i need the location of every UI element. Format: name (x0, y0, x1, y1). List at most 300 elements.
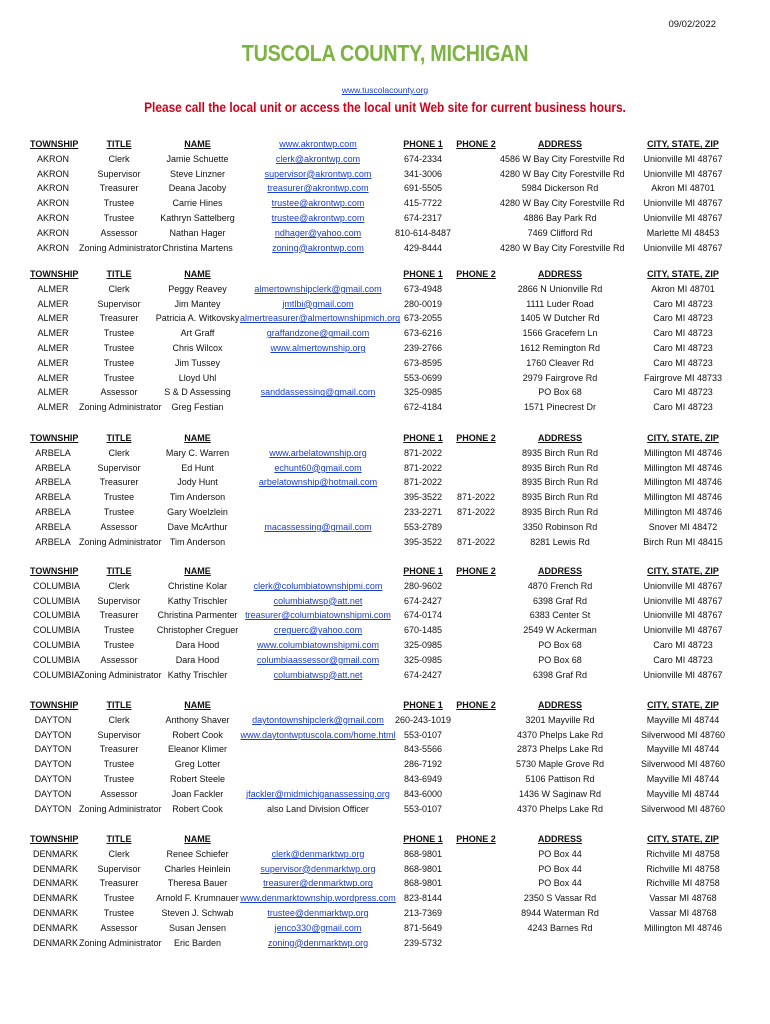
email-link[interactable]: columbiatwsp@att.net (273, 595, 363, 606)
email-link[interactable]: macassessing@gmail.com (264, 521, 372, 532)
address-cell: 1760 Cleaver Rd (526, 357, 594, 368)
address-cell: PO Box 68 (538, 640, 582, 650)
phone1-cell: 233-2271 (403, 507, 443, 517)
city-state-zip-cell: Akron MI 48701 (651, 283, 715, 294)
title-cell: Zoning Administrator (79, 669, 162, 680)
phone1-cell: 868-9801 (403, 863, 443, 874)
phone1-cell: 843-6949 (403, 774, 443, 784)
email-link[interactable]: almertownshipclerk@gmail.com (254, 283, 382, 294)
header-title: TITLE (106, 139, 132, 149)
email-link[interactable]: daytontownshipclerk@gmail.com (252, 714, 384, 725)
address-cell: 1571 Pinecrest Dr (523, 402, 597, 413)
title-cell: Trustee (103, 213, 135, 223)
title-cell: Trustee (103, 625, 135, 636)
email-link[interactable]: sanddassessing@gmail.com (260, 387, 376, 398)
email-link[interactable]: jmtlbi@gmail.com (282, 298, 354, 309)
title-cell: Clerk (108, 153, 130, 164)
name-cell: Gary Woelzlein (167, 507, 228, 517)
header-city-state-zip: CITY, STATE, ZIP (647, 700, 719, 710)
title-cell: Clerk (108, 714, 130, 725)
title-cell: Assessor (100, 227, 138, 238)
name-cell: Nathan Hager (169, 227, 226, 238)
email-link[interactable]: zoning@denmarktwp.org (267, 937, 369, 948)
township-cell: ALMER (37, 283, 69, 294)
name-cell: Dave McArthur (167, 521, 228, 532)
name-cell: Jim Tussey (174, 357, 220, 368)
header-city-state-zip: CITY, STATE, ZIP (647, 269, 719, 279)
header-township: TOWNSHIP (30, 566, 79, 576)
phone1-cell: 429-8444 (403, 242, 443, 253)
phone1-cell: 670-1485 (403, 625, 443, 636)
email-link[interactable]: clerk@columbiatownshipmi.com (253, 580, 383, 591)
address-cell: 1566 Gracefern Ln (522, 328, 598, 339)
table-row (0, 579, 770, 594)
phone2-cell: 871-2022 (456, 507, 496, 517)
table-row (0, 211, 770, 226)
city-state-zip-cell: Caro MI 48723 (653, 328, 713, 339)
township-cell: DAYTON (34, 744, 72, 755)
township-cell: DAYTON (34, 714, 72, 725)
header-address: ADDRESS (537, 139, 582, 149)
city-state-zip-cell: Unionville MI 48767 (643, 625, 723, 636)
name-cell: Kathy Trischler (167, 595, 228, 606)
table-row (0, 196, 770, 211)
township-cell: ARBELA (35, 462, 71, 473)
phone1-cell: 673-6216 (403, 328, 443, 339)
table-row (0, 181, 770, 196)
phone1-cell: 260-243-1019 (395, 714, 452, 725)
title-cell: Supervisor (97, 595, 141, 606)
title-cell: Trustee (103, 507, 135, 517)
phone1-cell: 239-2766 (403, 343, 443, 353)
township-cell: ARBELA (35, 477, 71, 488)
city-state-zip-cell: Unionville MI 48767 (643, 595, 723, 606)
email-link[interactable]: www.columbiatownshipmi.com (256, 640, 380, 650)
township-cell: ARBELA (35, 521, 71, 532)
title-cell: Zoning Administrator (79, 402, 162, 413)
township-cell: ALMER (37, 402, 69, 413)
address-cell: 1436 W Saginaw Rd (518, 788, 602, 799)
table-row (0, 297, 770, 312)
name-cell: Christina Parmenter (157, 610, 238, 621)
title-cell: Trustee (103, 343, 135, 353)
phone1-cell: 674-2334 (403, 153, 443, 164)
address-cell: 4870 French Rd (527, 580, 593, 591)
header-name: NAME (184, 269, 211, 279)
header-phone2: PHONE 2 (456, 700, 496, 710)
title-cell: Assessor (100, 521, 138, 532)
phone1-cell: 325-0985 (403, 654, 443, 665)
name-cell: Art Graff (180, 328, 215, 339)
email-link[interactable]: arbelatownship@hotmail.com (258, 477, 378, 488)
email-link[interactable]: zoning@akrontwp.com (272, 242, 364, 253)
city-state-zip-cell: Unionville MI 48767 (643, 580, 723, 591)
name-cell: Kathryn Sattelberg (160, 213, 235, 223)
phone1-cell: 674-2317 (403, 213, 443, 223)
city-state-zip-cell: Millington MI 48746 (643, 922, 723, 933)
county-website-link[interactable]: www.tuscolacounty.org (341, 85, 429, 95)
city-state-zip-cell: Mayville MI 48744 (646, 744, 720, 755)
township-cell: COLUMBIA (33, 595, 81, 606)
city-state-zip-cell: Unionville MI 48767 (643, 669, 723, 680)
header-phone1: PHONE 1 (403, 700, 443, 710)
city-state-zip-cell: Unionville MI 48767 (643, 198, 723, 209)
city-state-zip-cell: Silverwood MI 48760 (640, 729, 726, 740)
township-cell: ARBELA (35, 447, 71, 458)
city-state-zip-cell: Millington MI 48746 (643, 492, 723, 503)
address-cell: 5106 Pattison Rd (525, 774, 595, 784)
table-row (0, 326, 770, 341)
name-cell: Chris Wilcox (172, 343, 223, 353)
email-link[interactable]: clerk@denmarktwp.org (271, 848, 365, 859)
name-cell: Greg Lotter (174, 759, 221, 770)
name-cell: Tim Anderson (169, 536, 226, 547)
header-name: NAME (184, 433, 211, 443)
name-cell: Kathy Trischler (167, 669, 228, 680)
table-row (0, 787, 770, 802)
title-cell: Assessor (100, 654, 138, 665)
table-row (0, 446, 770, 461)
header-phone1: PHONE 1 (403, 269, 443, 279)
city-state-zip-cell: Silverwood MI 48760 (640, 759, 726, 770)
address-cell: 2866 N Unionville Rd (517, 283, 603, 294)
name-cell: Dara Hood (175, 640, 220, 650)
table-row (0, 385, 770, 400)
name-cell: Joan Fackler (171, 788, 224, 799)
table-row (0, 490, 770, 505)
phone1-cell: 843-6000 (403, 788, 443, 799)
phone1-cell: 871-5649 (403, 922, 443, 933)
phone1-cell: 691-5505 (403, 183, 443, 194)
title-cell: Treasurer (99, 183, 139, 194)
city-state-zip-cell: Caro MI 48723 (653, 402, 713, 413)
city-state-zip-cell: Caro MI 48723 (653, 313, 713, 324)
header-phone2: PHONE 2 (456, 433, 496, 443)
table-row (0, 638, 770, 653)
township-cell: ALMER (37, 372, 69, 383)
email-link[interactable]: ndhager@yahoo.com (274, 227, 362, 238)
township-cell: AKRON (36, 153, 69, 164)
city-state-zip-cell: Unionville MI 48767 (643, 153, 723, 164)
table-row (0, 241, 770, 256)
table-row (0, 594, 770, 609)
table-row (0, 341, 770, 356)
email-link[interactable]: creguerc@yahoo.com (273, 625, 363, 636)
email-link[interactable]: jfackler@midmichiganassessing.org (246, 788, 390, 799)
township-cell: DAYTON (34, 788, 72, 799)
email-link[interactable]: graffandzone@gmail.com (266, 328, 370, 339)
header-city-state-zip: CITY, STATE, ZIP (647, 834, 719, 844)
township-cell: ALMER (37, 357, 69, 368)
table-row (0, 311, 770, 326)
city-state-zip-cell: Caro MI 48723 (653, 357, 713, 368)
city-state-zip-cell: Caro MI 48723 (653, 640, 713, 650)
name-cell: Dara Hood (175, 654, 220, 665)
page-title: TUSCOLA COUNTY, MICHIGAN (241, 40, 529, 66)
address-cell: 4370 Phelps Lake Rd (516, 803, 604, 814)
email-link[interactable]: treasurer@denmarktwp.org (263, 878, 373, 889)
township-cell: COLUMBIA (33, 580, 81, 591)
table-row (0, 371, 770, 386)
address-cell: 3201 Mayville Rd (525, 714, 595, 725)
name-cell: Lloyd Uhl (178, 372, 217, 383)
city-state-zip-cell: Richville MI 48758 (646, 878, 720, 889)
header-township: TOWNSHIP (30, 700, 79, 710)
table-row (0, 475, 770, 490)
name-cell: Robert Cook (172, 803, 223, 814)
table-row (0, 520, 770, 535)
email-link[interactable]: www.almertownship.org (270, 343, 366, 353)
address-cell: 4886 Bay Park Rd (523, 213, 597, 223)
township-cell: COLUMBIA (33, 625, 81, 636)
address-cell: 8935 Birch Run Rd (521, 462, 599, 473)
township-cell: DENMARK (33, 848, 79, 859)
title-cell: Assessor (100, 788, 138, 799)
township-cell: ARBELA (35, 536, 71, 547)
table-row (0, 535, 770, 550)
name-cell: Charles Heinlein (164, 863, 231, 874)
address-cell: 4280 W Bay City Forestville Rd (500, 198, 625, 209)
email-link[interactable]: jenco330@gmail.com (274, 922, 362, 933)
email-link[interactable]: www.arbelatownship.org (269, 447, 367, 458)
phone1-cell: 325-0985 (403, 387, 443, 398)
table-row (0, 356, 770, 371)
township-cell: ALMER (37, 343, 69, 353)
name-cell: Ed Hunt (181, 462, 214, 473)
email-link[interactable]: www.denmarktownship.wordpress.com (240, 893, 396, 904)
email-link[interactable]: trustee@akrontwp.com (271, 198, 365, 209)
name-cell: Theresa Bauer (167, 878, 228, 889)
header-phone1: PHONE 1 (403, 566, 443, 576)
section-header-row (0, 564, 770, 579)
phone1-cell: 810-614-8487 (395, 227, 452, 238)
name-cell: Robert Cook (172, 729, 223, 740)
township-cell: AKRON (36, 168, 69, 179)
title-cell: Clerk (108, 580, 130, 591)
title-cell: Treasurer (99, 313, 139, 324)
phone1-cell: 674-0174 (403, 610, 443, 621)
address-cell: 6398 Graf Rd (532, 669, 588, 680)
header-name: NAME (184, 834, 211, 844)
name-cell: Renee Schiefer (166, 848, 229, 859)
city-state-zip-cell: Unionville MI 48767 (643, 168, 723, 179)
email-link[interactable]: clerk@akrontwp.com (275, 153, 361, 164)
phone1-cell: 868-9801 (403, 878, 443, 889)
phone1-cell: 286-7192 (403, 759, 443, 770)
city-state-zip-cell: Caro MI 48723 (653, 343, 713, 353)
name-cell: Jamie Schuette (166, 153, 229, 164)
name-cell: Deana Jacoby (168, 183, 227, 194)
email-link[interactable]: treasurer@columbiatownshipmi.com (245, 610, 391, 621)
header-phone2: PHONE 2 (456, 139, 496, 149)
table-row (0, 891, 770, 906)
table-row (0, 906, 770, 921)
address-cell: 4586 W Bay City Forestville Rd (500, 153, 625, 164)
title-cell: Trustee (103, 198, 135, 209)
title-cell: Treasurer (99, 610, 139, 621)
title-cell: Supervisor (97, 863, 141, 874)
phone1-cell: 672-4184 (403, 402, 443, 413)
name-cell: Greg Festian (171, 402, 224, 413)
table-row (0, 742, 770, 757)
city-state-zip-cell: Snover MI 48472 (648, 521, 718, 532)
phone1-cell: 871-2022 (403, 447, 443, 458)
township-website-link[interactable]: www.akrontwp.com (279, 139, 357, 149)
address-cell: 2549 W Ackerman (523, 625, 597, 636)
table-row (0, 400, 770, 415)
title-cell: Zoning Administrator (79, 803, 162, 814)
phone1-cell: 674-2427 (403, 669, 443, 680)
city-state-zip-cell: Unionville MI 48767 (643, 213, 723, 223)
header-name: NAME (184, 566, 211, 576)
email-link[interactable]: supervisor@akrontwp.com (264, 168, 372, 179)
name-cell: Eric Barden (173, 937, 222, 948)
address-cell: 8281 Lewis Rd (530, 536, 590, 547)
title-cell: Supervisor (97, 729, 141, 740)
email-link[interactable]: almertreasurer@almertownshipmich.org (240, 313, 401, 324)
township-cell: ARBELA (35, 507, 71, 517)
name-cell: Patricia A. Witkovsky (155, 313, 240, 324)
header-phone1: PHONE 1 (403, 433, 443, 443)
address-cell: PO Box 44 (538, 863, 582, 874)
phone1-cell: 674-2427 (403, 595, 443, 606)
header-phone1: PHONE 1 (403, 834, 443, 844)
title-cell: Assessor (100, 387, 138, 398)
name-cell: Christopher Creguer (156, 625, 239, 636)
table-row (0, 921, 770, 936)
address-cell: 7469 Clifford Rd (527, 227, 593, 238)
phone1-cell: 395-3522 (403, 536, 443, 547)
title-cell: Trustee (103, 893, 135, 904)
email-link[interactable]: echunt60@gmail.com (274, 462, 362, 473)
email-link[interactable]: www.daytontwptuscola.com/home.html (240, 729, 396, 740)
header-address: ADDRESS (537, 700, 582, 710)
phone1-cell: 280-0019 (403, 298, 443, 309)
city-state-zip-cell: Mayville MI 48744 (646, 714, 720, 725)
email-link[interactable]: trustee@akrontwp.com (271, 213, 365, 223)
address-cell: PO Box 68 (538, 654, 582, 665)
address-cell: 8935 Birch Run Rd (521, 507, 599, 517)
address-cell: PO Box 44 (538, 878, 582, 889)
phone1-cell: 868-9801 (403, 848, 443, 859)
township-cell: DAYTON (34, 774, 72, 784)
city-state-zip-cell: Birch Run MI 48415 (643, 536, 723, 547)
email-link[interactable]: trustee@denmarktwp.org (267, 908, 369, 918)
table-row (0, 608, 770, 623)
section-header-row (0, 267, 770, 282)
header-address: ADDRESS (537, 834, 582, 844)
address-cell: 1111 Luder Road (526, 298, 594, 309)
title-cell: Supervisor (97, 168, 141, 179)
address-cell: 4280 W Bay City Forestville Rd (500, 242, 625, 253)
header-name: NAME (184, 700, 211, 710)
city-state-zip-cell: Vassar MI 48768 (649, 893, 717, 904)
header-title: TITLE (106, 566, 132, 576)
header-title: TITLE (106, 834, 132, 844)
township-cell: AKRON (36, 183, 69, 194)
township-cell: DENMARK (33, 893, 79, 904)
address-cell: PO Box 68 (538, 387, 582, 398)
table-row (0, 713, 770, 728)
city-state-zip-cell: Richville MI 48758 (646, 863, 720, 874)
township-cell: ARBELA (35, 492, 71, 503)
name-cell: Arnold F. Krumnauer (156, 893, 239, 904)
address-cell: 5730 Maple Grove Rd (515, 759, 605, 770)
township-cell: COLUMBIA (33, 610, 81, 621)
title-cell: Trustee (103, 640, 135, 650)
header-phone1: PHONE 1 (403, 139, 443, 149)
name-cell: Tim Anderson (169, 492, 226, 503)
table-row (0, 772, 770, 787)
table-row (0, 505, 770, 520)
section-header-row (0, 698, 770, 713)
address-cell: 6398 Graf Rd (532, 595, 588, 606)
email-link[interactable]: treasurer@akrontwp.com (267, 183, 369, 194)
township-cell: DAYTON (34, 729, 72, 740)
name-cell: Christina Martens (162, 242, 233, 253)
title-cell: Trustee (103, 492, 135, 503)
header-township: TOWNSHIP (30, 139, 79, 149)
name-cell: Peggy Reavey (168, 283, 227, 294)
title-cell: Zoning Administrator (79, 536, 162, 547)
address-cell: 8935 Birch Run Rd (521, 477, 599, 488)
header-township: TOWNSHIP (30, 834, 79, 844)
title-cell: Trustee (103, 774, 135, 784)
email-link[interactable]: supervisor@denmarktwp.org (260, 863, 376, 874)
city-state-zip-cell: Silverwood MI 48760 (640, 803, 726, 814)
township-cell: DAYTON (34, 759, 72, 770)
table-row (0, 282, 770, 297)
name-cell: Eleanor Klimer (167, 744, 228, 755)
address-cell: 2873 Phelps Lake Rd (516, 744, 604, 755)
township-cell: AKRON (36, 227, 69, 238)
table-row (0, 226, 770, 241)
phone1-cell: 871-2022 (403, 477, 443, 488)
table-row (0, 167, 770, 182)
name-cell: Carrie Hines (172, 198, 223, 209)
city-state-zip-cell: Caro MI 48723 (653, 298, 713, 309)
township-cell: ALMER (37, 387, 69, 398)
phone1-cell: 553-0107 (403, 729, 443, 740)
header-township: TOWNSHIP (30, 433, 79, 443)
table-row (0, 876, 770, 891)
phone1-cell: 673-2055 (403, 313, 443, 324)
table-row (0, 461, 770, 476)
township-cell: DENMARK (33, 937, 79, 948)
city-state-zip-cell: Richville MI 48758 (646, 848, 720, 859)
table-row (0, 757, 770, 772)
address-cell: 6383 Center St (529, 610, 591, 621)
email-link[interactable]: columbiaassessor@gmail.com (256, 654, 380, 665)
table-row (0, 728, 770, 743)
note-cell: also Land Division Officer (267, 803, 369, 814)
township-cell: DENMARK (33, 863, 79, 874)
title-cell: Zoning Administrator (79, 937, 162, 948)
section-header-row (0, 431, 770, 446)
name-cell: Jody Hunt (177, 477, 218, 488)
title-cell: Treasurer (99, 878, 139, 889)
phone1-cell: 871-2022 (403, 462, 443, 473)
address-cell: 4370 Phelps Lake Rd (516, 729, 604, 740)
city-state-zip-cell: Unionville MI 48767 (643, 242, 723, 253)
email-link[interactable]: columbiatwsp@att.net (273, 669, 363, 680)
name-cell: Christine Kolar (167, 580, 228, 591)
phone1-cell: 673-4948 (403, 283, 443, 294)
header-address: ADDRESS (537, 566, 582, 576)
address-cell: 8935 Birch Run Rd (521, 447, 599, 458)
table-row (0, 802, 770, 817)
report-date: 09/02/2022 (668, 19, 716, 30)
